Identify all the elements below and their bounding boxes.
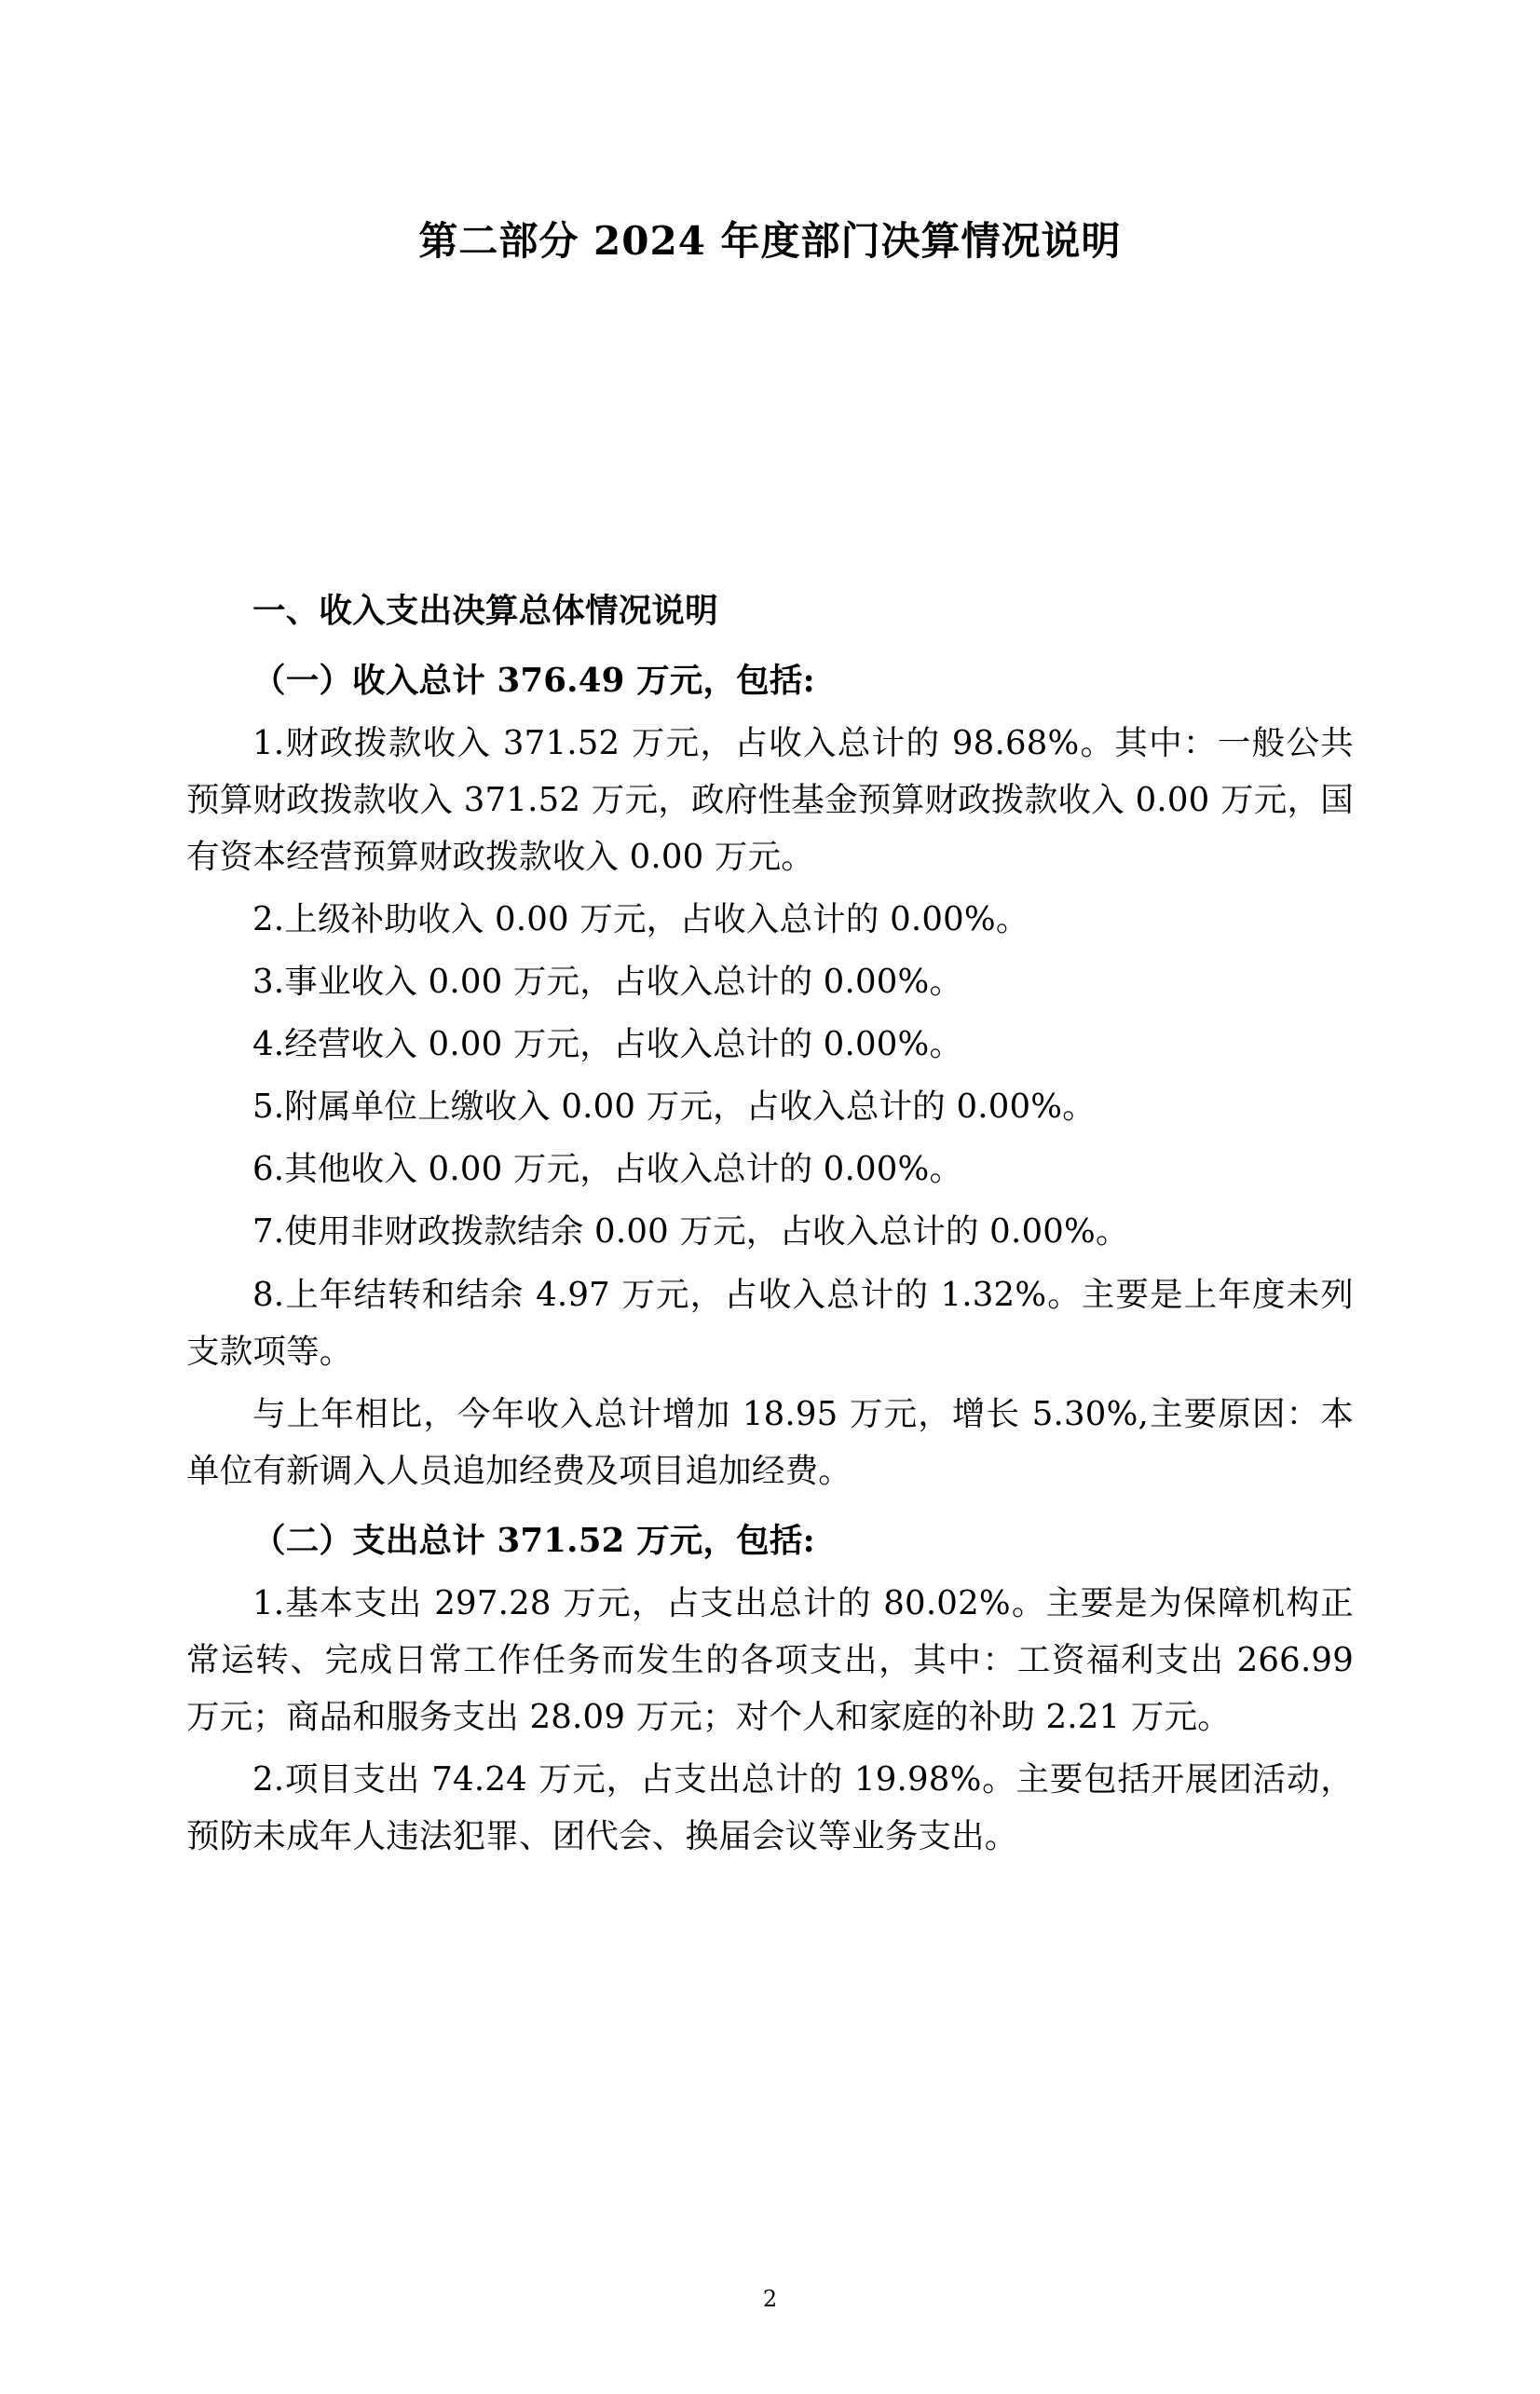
paragraph-income-2: 2.上级补助收入 0.00 万元，占收入总计的 0.00%。 [252, 900, 1029, 939]
paragraph-expense-1: 1.基本支出 297.28 万元，占支出总计的 80.02%。主要是为保障机构正常运转、完成日常工作任务而发生的各项支出，其中：工资福利支出 266.99 万元；商品和服务支出 28.09 万元；对个人和家庭的补助 2.21 万元。 [186, 1583, 1354, 1736]
subsection-heading-expense-total: （二）支出总计 371.52 万元，包括: [252, 1521, 815, 1560]
page-number: 2 [762, 2286, 778, 2312]
paragraph-expense-2: 2.项目支出 74.24 万元，占支出总计的 19.98%。主要包括开展团活动，预防未成年人违法犯罪、团代会、换届会议等业务支出。 [186, 1759, 1354, 1855]
paragraph-income-8: 8.上年结转和结余 4.97 万元，占收入总计的 1.32%。主要是上年度未列支款项等。 [186, 1275, 1354, 1371]
paragraph-income-4: 4.经营收入 0.00 万元，占收入总计的 0.00%。 [252, 1025, 963, 1064]
paragraph-income-3: 3.事业收入 0.00 万元，占收入总计的 0.00%。 [252, 963, 963, 1002]
paragraph-income-6: 6.其他收入 0.00 万元，占收入总计的 0.00%。 [252, 1150, 963, 1189]
document-page [0, 216, 1540, 2394]
subsection-heading-income-total: （一）收入总计 376.49 万元，包括: [252, 662, 815, 701]
paragraph-income-1: 1.财政拨款收入 371.52 万元，占收入总计的 98.68%。其中：一般公共预算财政拨款收入 371.52 万元，政府性基金预算财政拨款收入 0.00 万元，国有资本经营预算财政拨款收入 0.00 万元。 [186, 724, 1354, 877]
page-title: 第二部分 2024 年度部门决算情况说明 [418, 218, 1122, 264]
document-body [186, 566, 1354, 1865]
section-heading-income-expense: 一、收入支出决算总体情况说明 [252, 592, 718, 630]
paragraph-income-comparison: 与上年相比，今年收入总计增加 18.95 万元，增长 5.30%,主要原因：本单位有新调入人员追加经费及项目追加经费。 [186, 1394, 1354, 1490]
paragraph-income-5: 5.附属单位上缴收入 0.00 万元，占收入总计的 0.00%。 [252, 1088, 1096, 1127]
paragraph-income-7: 7.使用非财政拨款结余 0.00 万元，占收入总计的 0.00%。 [252, 1212, 1129, 1252]
